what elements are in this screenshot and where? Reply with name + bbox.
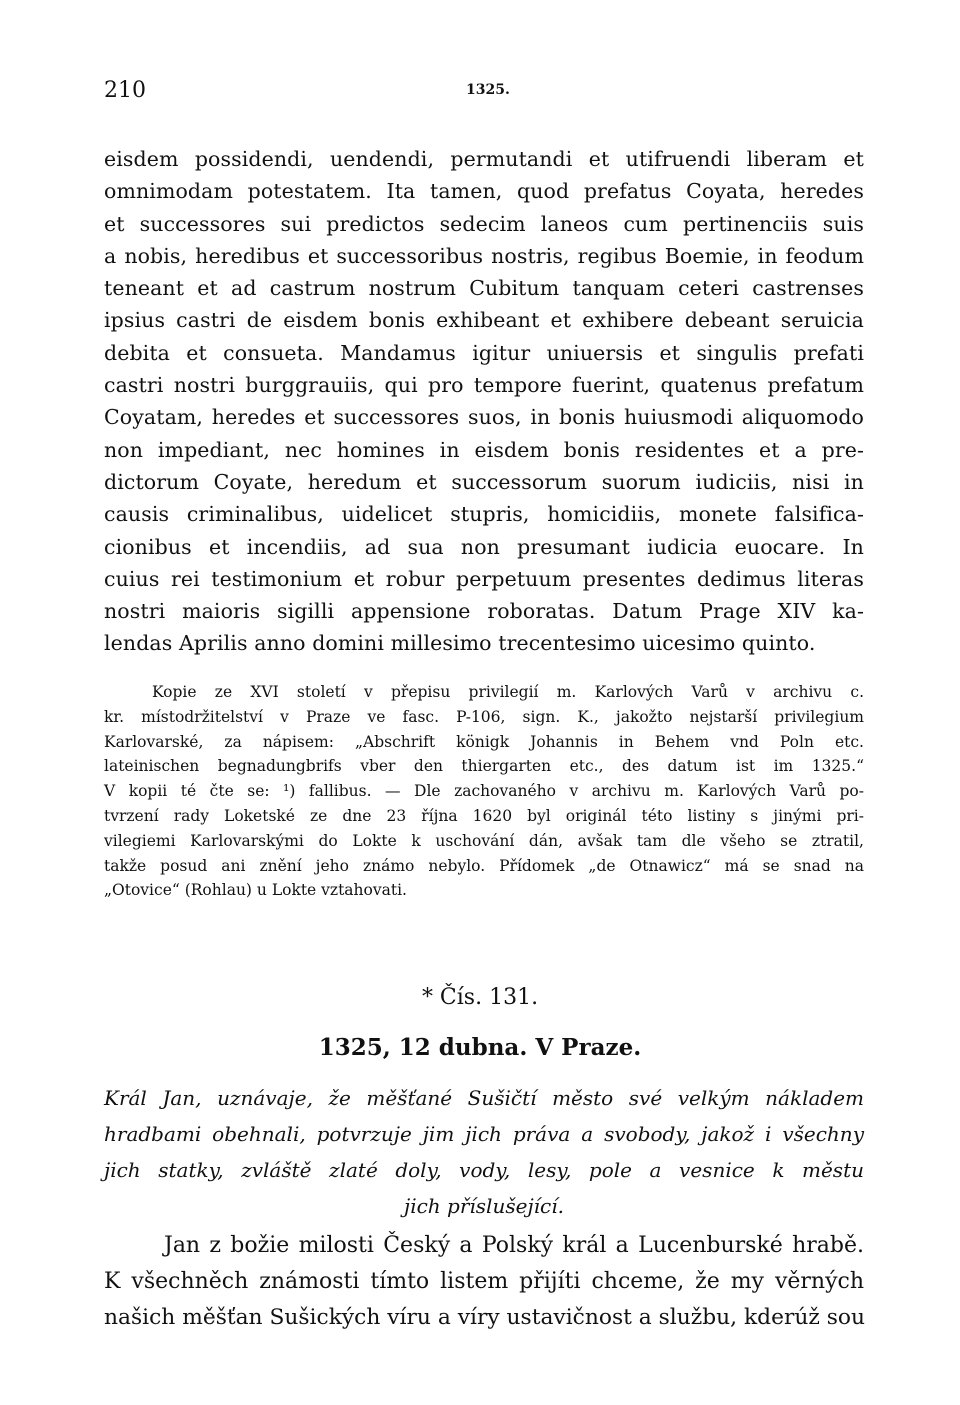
text-line: Coyatam, heredes et successores suos, in bonis huiusmodi aliquomodo [104,405,864,430]
note-line: V kopii té čte se: ¹) fallibus. — Dle zachovaného v archivu m. Karlových Varů po- [104,782,864,801]
note-line: kr. místodržitelství v Praze ve fasc. P-106, sign. K., jakožto nejstarší privilegium [104,707,864,726]
note-line: tvrzení rady Loketské ze dne 23 října 1620 byl originál této listiny s jinými pri- [104,806,864,825]
text-line: castri nostri burggrauiis, qui pro tempore fuerint, quatenus prefatum [104,373,864,398]
regest-line: jich příslušející. [404,1194,564,1218]
text-line: lendas Aprilis anno domini millesimo trecentesimo uicesimo quinto. [104,631,816,656]
text-line: teneant et ad castrum nostrum Cubitum tanquam ceteri castrenses [104,276,864,301]
regest-line: hradbami obehnali, potvrzuje jim jich práva a svobody, jakož i všechny [104,1122,864,1146]
text-line: omnimodam potestatem. Ita tamen, quod prefatus Coyata, heredes [104,179,864,204]
regest-line: jich statky, zvláště zlaté doly, vody, lesy, pole a vesnice k městu [104,1158,864,1182]
note-line: Karlovarské, za nápisem: „Abschrift königk Johannis in Behem vnd Poln etc. [104,732,864,751]
text-line: cuius rei testimonium et robur perpetuum presentes dedimus literas [104,566,864,591]
text-line: et successores sui predictos sedecim laneos cum pertinenciis suis [104,211,864,236]
document-date-heading: 1325, 12 dubna. V Praze. [318,1034,642,1061]
page-header [104,78,864,108]
note-line: takže posud ani znění jeho známo nebylo. Přídomek „de Otnawicz“ má se snad na [104,856,864,875]
text-line: nostri maioris sigilli appensione roboratas. Datum Prage XIV ka- [104,599,864,624]
document-number: * Čís. 131. [421,985,539,1010]
text-line: causis criminalibus, uidelicet stupris, homicidiis, monete falsifica- [104,502,864,527]
charter-text [104,143,864,660]
text-line: ipsius castri de eisdem bonis exhibeant et exhibere debeant seruicia [104,308,864,333]
text-line: cionibus et incendiis, ad sua non presumant iudicia euocare. In [104,534,864,559]
charter-opening-text [104,1228,864,1336]
text-line: Jan z božie milosti Český a Polský král a Lucenburské hrabě. [164,1233,864,1258]
regest-summary [104,1080,864,1224]
text-line: non impediant, nec homines in eisdem bonis residentes et a pre- [104,437,864,462]
note-line: „Otovice“ (Rohlau) u Lokte vztahovati. [104,881,407,900]
text-line: K všechněch známosti tímto listem přijíti chceme, že my věrných [104,1269,864,1294]
note-line: lateinischen begnadungbrifs vber den thiergarten etc., des datum ist im 1325.“ [104,757,864,776]
running-header-year: 1325. [466,82,510,98]
page-number: 210 [104,78,146,103]
text-line: eisdem possidendi, uendendi, permutandi et utifruendi liberam et [104,147,864,171]
note-line: Kopie ze XVI století v přepisu privilegií m. Karlových Varů v archivu c. [152,683,864,701]
regest-line: Král Jan, uznávaje, že měšťané Sušičtí město své velkým nákladem [104,1086,864,1110]
text-line: a nobis, heredibus et successoribus nostris, regibus Boemie, in feodum [104,243,864,268]
text-line: našich měšťan Sušických víru a víry ustavičnost a službu, kderúž sou [104,1305,866,1330]
editorial-notes [104,680,864,903]
text-line: debita et consueta. Mandamus igitur uniuersis et singulis prefati [104,340,864,365]
note-line: vilegiemi Karlovarskými do Lokte k uschování dán, avšak tam dle všeho se ztratil, [104,831,864,850]
text-line: dictorum Coyate, heredum et successorum suorum iudiciis, nisi in [104,469,864,494]
